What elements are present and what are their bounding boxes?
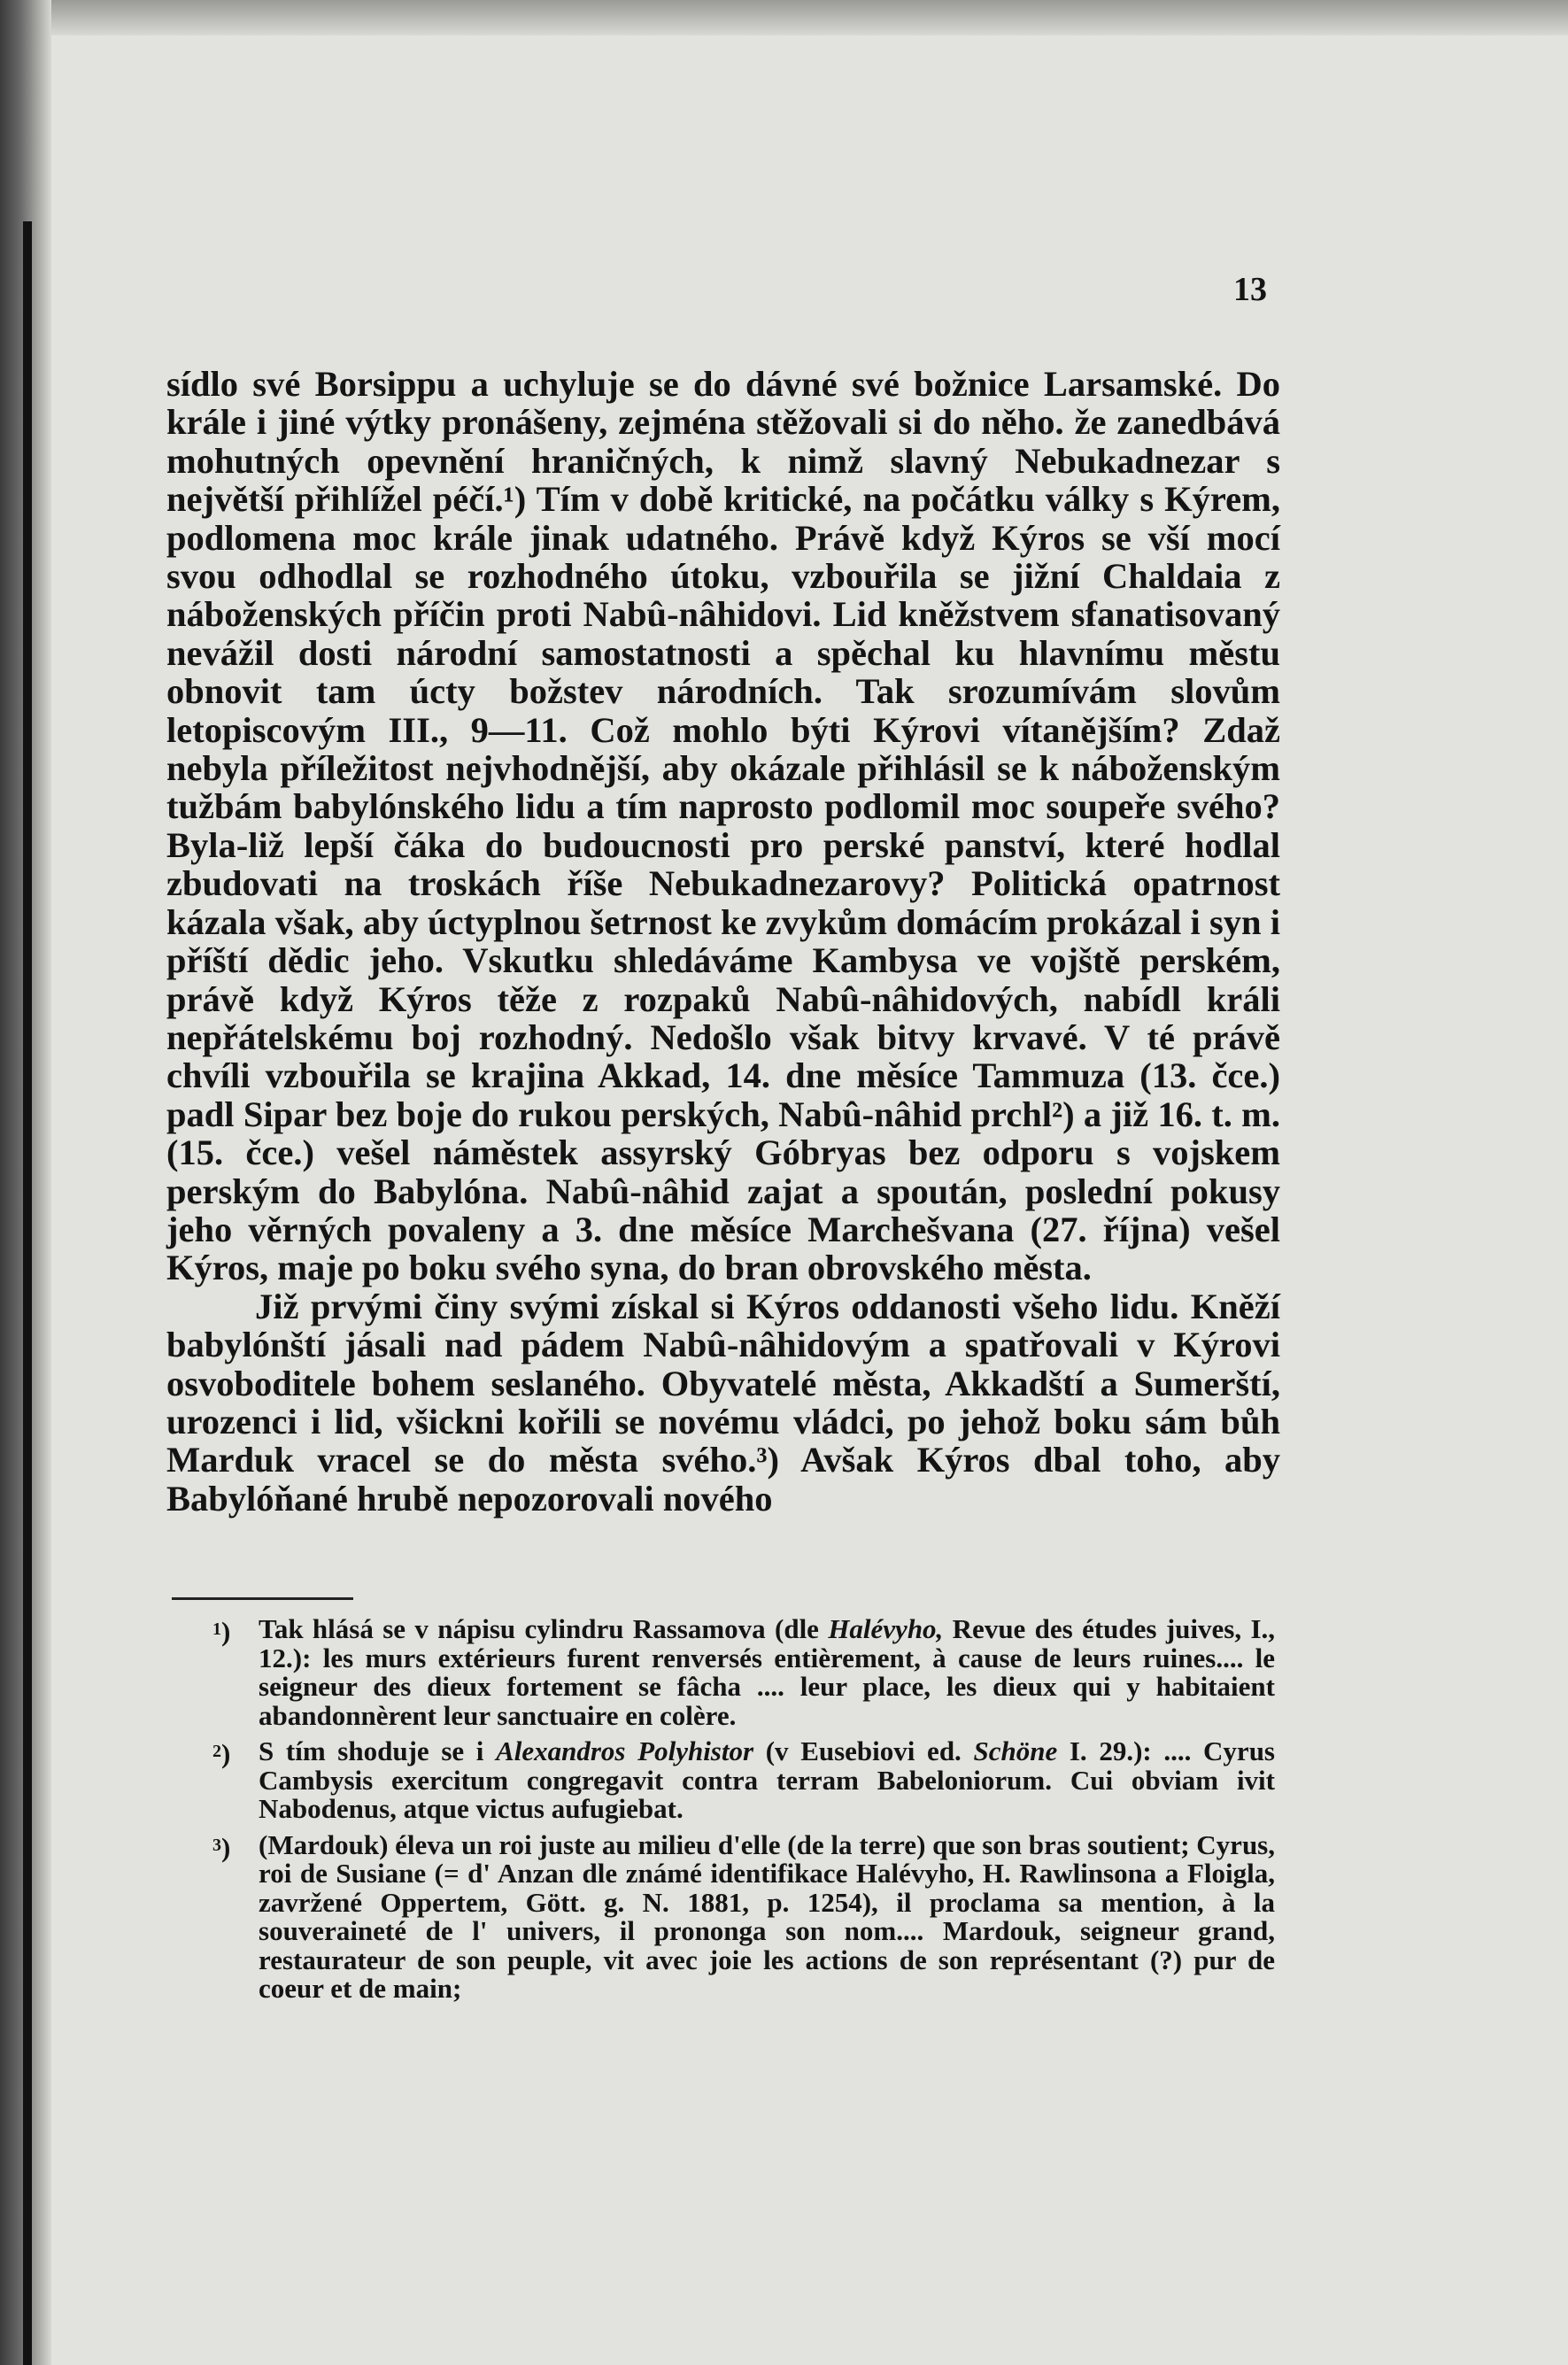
- footnote-1: [212, 1615, 1275, 1730]
- footnote-text: Tak hlásá se v nápisu cylindru Rassamova (dle: [259, 1613, 829, 1644]
- footnote-italic: Alexandros Polyhistor: [496, 1735, 754, 1766]
- binding-edge: [23, 221, 32, 2365]
- footnote-text: I. 29.): .... Cyrus Cambysis exercitum congregavit contra terram Babeloniorum. Cui obviam ivit Nabodenus, atque victus aufugiebat.: [259, 1735, 1275, 1824]
- body-text: [166, 365, 1280, 1518]
- footnote-2: [212, 1737, 1275, 1824]
- footnote-italic: Halévyho,: [828, 1613, 944, 1644]
- footnote-text: (Mardouk) éleva un roi juste au milieu d'elle (de la terre) que son bras soutient; Cyrus, roi de Susiane (= d' Anzan dle známé identifikace Halévyho, H. Rawlinsona a Floigla, zavržené Oppertem, Gött. g. N. 1881, p. 1254), il proclama sa mention, à la souveraineté de l' univers, il prononga son nom.... Mardouk, seigneur grand, restaurateur de son peuple, vit avec joie les actions de son représentant (?) pur de coeur et de main;: [259, 1828, 1275, 2004]
- footnote-text: S tím shoduje se i: [259, 1735, 497, 1766]
- footnote-text: (v Eusebiovi ed.: [753, 1735, 974, 1766]
- footnote-marker: $^2$): [212, 1738, 231, 1769]
- footnote-marker: $^1$): [212, 1616, 231, 1647]
- scan-edge-top: [0, 0, 1568, 35]
- paragraph-2: Již prvými činy svými získal si Kýros oddanosti všeho lidu. Kněží babylónští jásali nad pádem Nabû-nâhidovým a spatřovali v Kýrovi osvoboditele bohem seslaného. Obyvatelé města, Akkadští a Sumerští, urozenci i lid, všickni kořili se novému vládci, po jehož boku sám bůh Marduk vracel se do města svého.³) Avšak Kýros dbal toho, aby Babylóňané hrubě nepozorovali nového: [166, 1286, 1280, 1519]
- footnote-marker: $^3$): [212, 1831, 231, 1863]
- footnotes: [212, 1615, 1275, 2011]
- footnote-3: [212, 1828, 1275, 2004]
- paragraph-1: sídlo své Borsippu a uchyluje se do dávné své božnice Larsamské. Do krále i jiné výtky pronášeny, zejména stěžovali si do něho. že zanedbává mohutných opevnění hraničných, k nimž slavný Nebukadnezar s největší přihlížel péčí.¹) Tím v době kritické, na počátku války s Kýrem, podlomena moc krále jinak udatného. Právě když Kýros se vší mocí svou odhodlal se rozhodného útoku, vzbouřila se jižní Chaldaia z náboženských příčin proti Nabû-nâhidovi. Lid kněžstvem sfanatisovaný nevážil dosti národní samostatnosti a spěchal ku hlavnímu městu obnovit tam úcty božstev národních. Tak srozumívám slovům letopiscovým III., 9—11. Což mohlo býti Kýrovi vítanějším? Zdaž nebyla příležitost nejvhodnější, aby okázale přihlásil se k náboženským tužbám babylónského lidu a tím naprosto podlomil moc soupeře svého? Byla-liž lepší čáka do budoucnosti pro perské panství, které hodlal zbudovati na troskách říše Nebukadnezarovy? Politická opatrnost kázala však, aby úctyplnou šetrnost ke zvykům domácím prokázal i syn i příští dědic jeho. Vskutku shledáváme Kambysa ve vojště perském, právě když Kýros těže z rozpaků Nabû-nâhidových, nabídl králi nepřátelskému boj rozhodný. Nedošlo však bitvy krvavé. V té právě chvíli vzbouřila se krajina Akkad, 14. dne měsíce Tammuza (13. čce.) padl Sipar bez boje do rukou perských, Nabû-nâhid prchl²) a již 16. t. m. (15. čce.) vešel náměstek assyrský Góbryas bez odporu s vojskem perským do Babylóna. Nabû-nâhid zajat a spoután, poslední pokusy jeho věrných povaleny a 3. dne měsíce Marchešvana (27. října) vešel Kýros, maje po boku svého syna, do bran obrovského města.: [166, 364, 1280, 1288]
- footnote-text: Revue des études juives, I., 12.): les murs extérieurs furent renversés entièrement, à cause de leurs ruines.... le seigneur des dieux fortement se fâcha .... leur place, les dieux qui y habitaient abandonnèrent leur sanctuaire en colère.: [259, 1613, 1276, 1731]
- page-number: 13: [1233, 271, 1267, 308]
- footnote-separator: [172, 1597, 353, 1600]
- footnote-italic: Schöne: [973, 1735, 1058, 1766]
